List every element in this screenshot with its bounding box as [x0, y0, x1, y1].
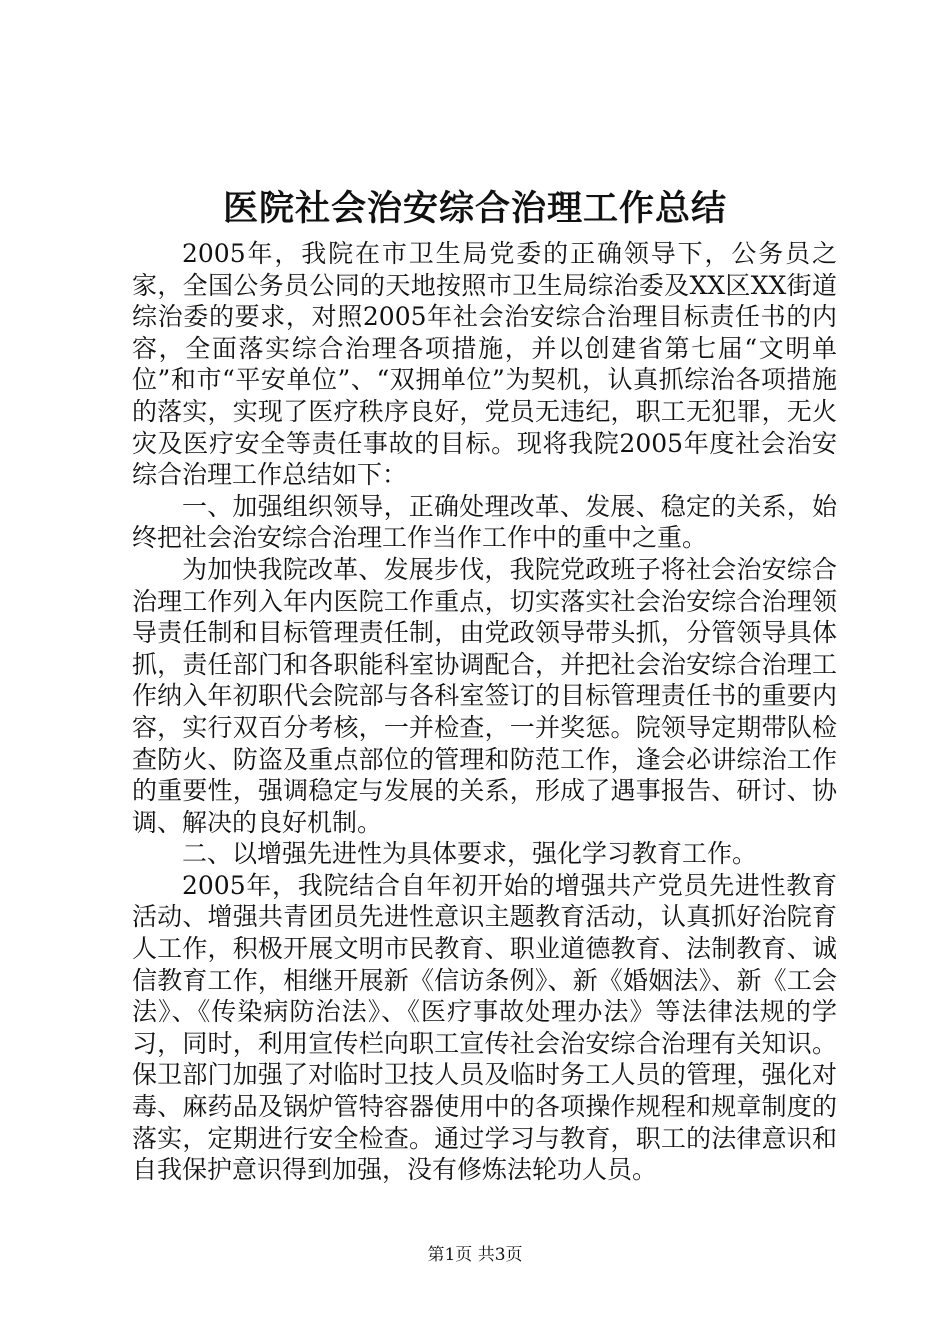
page-number-footer: 第1页 共3页 [427, 1245, 523, 1265]
document-title: 医院社会治安综合治理工作总结 [222, 188, 727, 229]
paragraph-organization: 为加快我院改革、发展步伐，我院党政班子将社会治安综合治理工作列入年内医院工作重点，切实落实社会治安综合治理领导责任制和目标管理责任制，由党政领导带头抓，分管领导具体抓，责任部门和各职能科室协调配合，并把社会治安综合治理工作纳入年初职代会院部与各科室签订的目标管理责任书的重要内容，实行双百分考核，一并检查，一并奖惩。院领导定期带队检查防火、防盗及重点部位的管理和防范工作，逢会必讲综治工作的重要性，强调稳定与发展的关系，形成了遇事报告、研讨、协调、解决的良好机制。 [132, 554, 837, 837]
paragraph-intro: 2005年，我院在市卫生局党委的正确领导下，公务员之家，全国公务员公同的天地按照市卫生局综治委及XX区XX街道综治委的要求，对照2005年社会治安综合治理目标责任书的内容，全面落实综合治理各项措施，并以创建省第七届“文明单位”和市“平安单位”、“双拥单位”为契机，认真抓综治各项措施的落实，实现了医疗秩序良好，党员无违纪，职工无犯罪，无火灾及医疗安全等责任事故的目标。现将我院2005年度社会治安综合治理工作总结如下： [132, 239, 837, 490]
paragraph-heading-2: 二、以增强先进性为具体要求，强化学习教育工作。 [182, 839, 758, 869]
paragraph-education: 2005年，我院结合自年初开始的增强共产党员先进性教育活动、增强共青团员先进性意识主题教育活动，认真抓好治院育人工作，积极开展文明市民教育、职业道德教育、法制教育、诚信教育工作，相继开展新《信访条例》、新《婚姻法》、新《工会法》、《传染病防治法》、《医疗事故处理办法》等法律法规的学习，同时，利用宣传栏向职工宣传社会治安综合治理有关知识。保卫部门加强了对临时卫技人员及临时务工人员的管理，强化对毒、麻药品及锅炉管特容器使用中的各项操作规程和规章制度的落实，定期进行安全检查。通过学习与教育，职工的法律意识和自我保护意识得到加强，没有修炼法轮功人员。 [132, 870, 837, 1185]
document-body [132, 238, 837, 1186]
paragraph-heading-1: 一、加强组织领导，正确处理改革、发展、稳定的关系，始终把社会治安综合治理工作当作工作中的重中之重。 [132, 491, 837, 553]
